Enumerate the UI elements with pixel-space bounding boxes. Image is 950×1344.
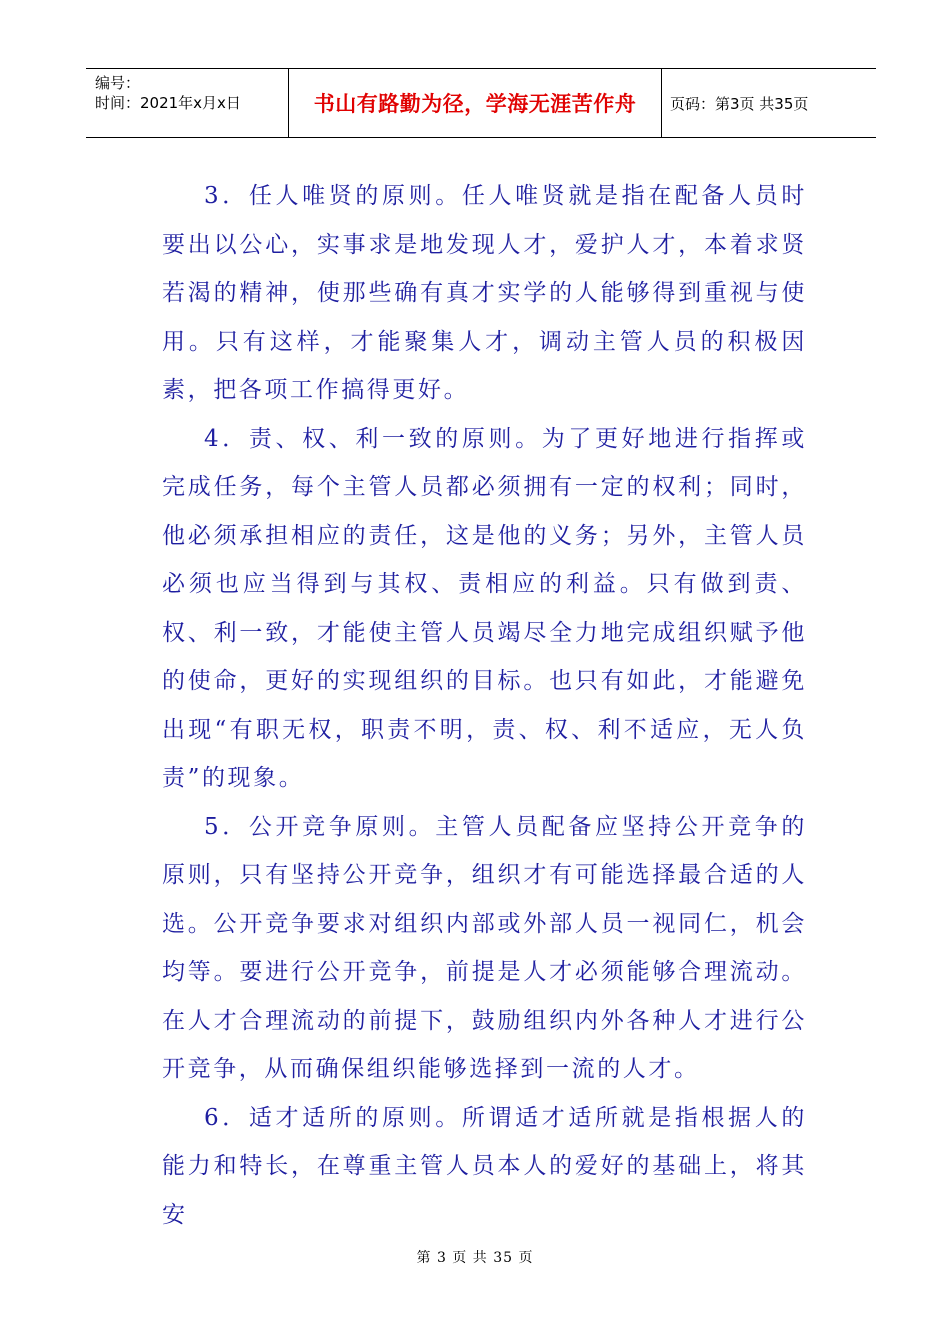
header-motto: 书山有路勤为径，学海无涯苦作舟 xyxy=(288,69,662,137)
document-number-label: 编号： xyxy=(95,74,141,92)
document-time-label: 时间：2021年x月x日 xyxy=(95,94,241,112)
page-footer: 第 3 页 共 35 页 xyxy=(416,1250,534,1266)
paragraph-principle-4: 4．责、权、利一致的原则。为了更好地进行指挥或完成任务，每个主管人员都必须拥有一定的权利；同时，他必须承担相应的责任，这是他的义务；另外，主管人员必须也应当得到与其权、责相应的利益。只有做到责、权、利一致，才能使主管人员竭尽全力地完成组织赋予他的使命，更好的实现组织的目标。也只有如此，才能避免出现“有职无权，职责不明，责、权、利不适应，无人负责”的现象。 xyxy=(162,425,807,791)
page-header xyxy=(86,68,876,138)
header-info-cell xyxy=(86,69,288,137)
document-body xyxy=(162,172,807,1239)
paragraph-principle-3: 3．任人唯贤的原则。任人唯贤就是指在配备人员时要出以公心，实事求是地发现人才，爱护人才，本着求贤若渴的精神，使那些确有真才实学的人能够得到重视与使用。只有这样，才能聚集人才，调动主管人员的积极因素，把各项工作搞得更好。 xyxy=(162,183,807,403)
header-page-info: 页码：第3页 共35页 xyxy=(670,94,809,113)
paragraph-principle-5: 5．公开竞争原则。主管人员配备应坚持公开竞争的原则，只有坚持公开竞争，组织才有可能选择最合适的人选。公开竞争要求对组织内部或外部人员一视同仁，机会均等。要进行公开竞争，前提是人才必须能够合理流动。在人才合理流动的前提下，鼓励组织内外各种人才进行公开竞争，从而确保组织能够选择到一流的人才。 xyxy=(162,813,807,1082)
paragraph-principle-6: 6．适才适所的原则。所谓适才适所就是指根据人的能力和特长，在尊重主管人员本人的爱好的基础上，将其安 xyxy=(162,1104,807,1228)
